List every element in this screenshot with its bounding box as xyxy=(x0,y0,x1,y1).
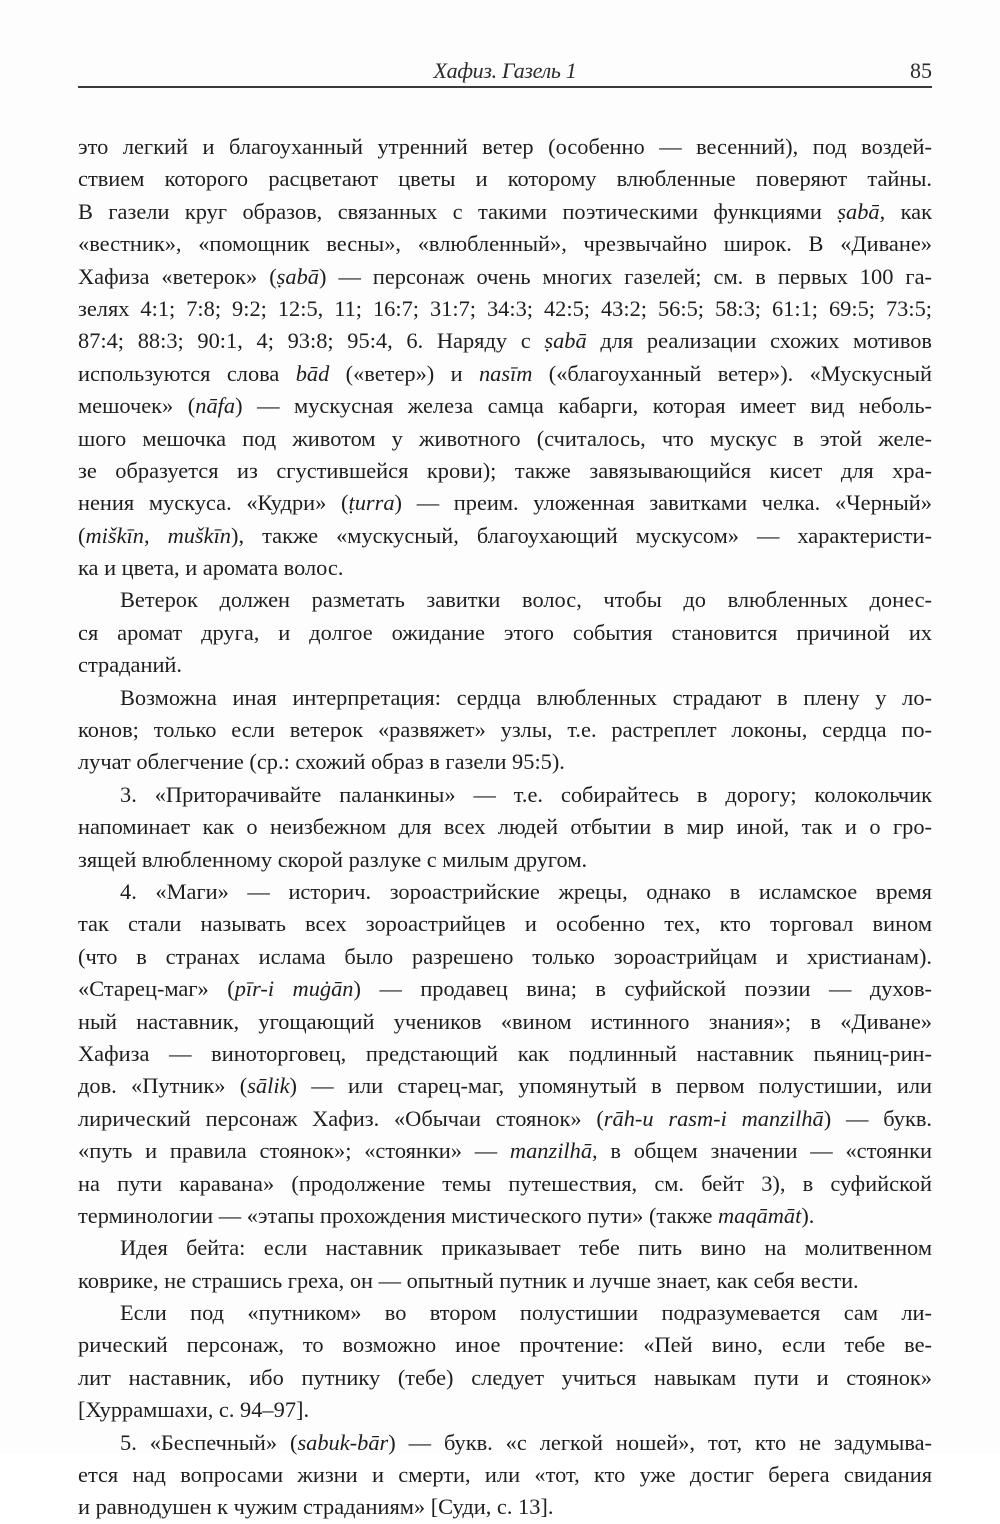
transliteration: manzilhā xyxy=(509,1138,593,1164)
text-line: 5. «Беспечный» (sabuk-bār) — букв. «с легкой ношей», тот, кто не задумыва- xyxy=(120,1429,932,1455)
text-line: 3. «Приторачивайте паланкины» — т.е. собирайтесь в дорогу; колокольчик xyxy=(120,781,932,807)
text-line: ствием которого расцветают цветы и которому влюбленные поверяют тайны. xyxy=(78,166,932,192)
text-line: терминологии — «этапы прохождения мистического пути» (также maqāmāt). xyxy=(78,1202,815,1228)
text-line: В газели круг образов, связанных с такими поэтическими функциями ṣabā, как xyxy=(78,198,932,224)
transliteration: sabuk-bār xyxy=(297,1429,389,1455)
text-line: (что в странах ислама было разрешено только зороастрийцам и христианам). xyxy=(78,943,932,969)
running-title: Хафиз. Газель 1 xyxy=(433,58,577,83)
text-line: ся аромат друга, и долгое ожидание этого события становится причиной их xyxy=(78,619,932,645)
transliteration: sālik xyxy=(247,1073,290,1099)
text-line: дов. «Путник» (sālik) — или старец-маг, упомянутый в первом полустишии, или xyxy=(78,1073,932,1099)
text-line: напоминает как о неизбежном для всех людей отбытии в мир иной, так и о гро- xyxy=(78,814,932,840)
text-line: и равнодушен к чужим страданиям» [Суди, с. 13]. xyxy=(78,1494,554,1520)
text-line: 87:4; 88:3; 90:1, 4; 93:8; 95:4, 6. Наряду с ṣabā для реализации схожих мотивов xyxy=(78,328,933,354)
text-line: ется над вопросами жизни и смерти, или «тот, кто уже достиг берега свидания xyxy=(78,1462,932,1488)
text-line: (miškīn, muškīn), также «мускусный, благоухающий мускусом» — характеристи- xyxy=(78,522,932,548)
transliteration: maqāmāt xyxy=(718,1202,802,1228)
text-line: «Старец-маг» (pīr-i muġān) — продавец вина; в суфийской поэзии — духов- xyxy=(78,976,932,1002)
transliteration: rāh-u rasm-i manzilhā xyxy=(603,1105,824,1131)
transliteration: nasīm xyxy=(478,360,533,386)
text-line: Хафиза — виноторговец, предстающий как подлинный наставник пьяниц-рин- xyxy=(78,1040,932,1066)
text-line: Идея бейта: если наставник приказывает тебе пить вино на молитвенном xyxy=(120,1235,932,1261)
transliteration: muškīn xyxy=(167,522,231,548)
text-line: используются слова bād («ветер») и nasīm («благоуханный ветер»). «Мускусный xyxy=(78,360,932,386)
text-line: «вестник», «помощник весны», «влюбленный», чрезвычайно широк. В «Диване» xyxy=(78,231,932,257)
text-line: ка и цвета, и аромата волос. xyxy=(78,555,344,581)
text-line: коврике, не страшись греха, он — опытный путник и лучше знает, как себя вести. xyxy=(78,1267,859,1293)
text-line: нения мускуса. «Кудри» (ṭurra) — преим. уложенная завитками челка. «Черный» xyxy=(78,490,932,516)
text-line: лирический персонаж Хафиз. «Обычаи стоянок» (rāh-u rasm-i manzilhā) — букв. xyxy=(78,1105,932,1131)
transliteration: miškīn xyxy=(85,522,144,548)
text-line: на пути каравана» (продолжение темы путешествия, см. бейт 3), в суфийской xyxy=(78,1170,932,1196)
text-line: Хафиза «ветерок» (ṣabā) — персонаж очень многих газелей; см. в первых 100 га- xyxy=(78,263,932,289)
transliteration: ṣabā xyxy=(837,198,880,224)
text-line: [Хуррамшахи, с. 94–97]. xyxy=(78,1397,310,1423)
transliteration: ṣabā xyxy=(544,328,587,354)
text-line: 4. «Маги» — историч. зороастрийские жрецы, однако в исламское время xyxy=(120,878,932,904)
transliteration: nāfa xyxy=(195,393,236,419)
text-line: «путь и правила стоянок»; «стоянки» — manzilhā, в общем значении — «стоянки xyxy=(78,1138,932,1164)
transliteration: pīr-i muġān xyxy=(234,976,354,1002)
text-line: Если под «путником» во втором полустишии подразумевается сам ли- xyxy=(120,1300,932,1326)
text-line: зе образуется из сгустившейся крови); также завязывающийся кисет для хра- xyxy=(78,457,932,483)
text-line: лучат облегчение (ср.: схожий образ в газели 95:5). xyxy=(78,749,565,775)
text-line: зящей влюбленному скорой разлуке с милым другом. xyxy=(78,846,588,872)
text-line: Ветерок должен разметать завитки волос, чтобы до влюбленных донес- xyxy=(120,587,932,613)
text-line: рический персонаж, то возможно иное прочтение: «Пей вино, если тебе ве- xyxy=(78,1332,932,1358)
text-line: зелях 4:1; 7:8; 9:2; 12:5, 11; 16:7; 31:7; 34:3; 42:5; 43:2; 56:5; 58:3; 61:1; 69:5; 73:5; xyxy=(78,295,932,321)
text-line: мешочек» (nāfa) — мускусная железа самца кабарги, которая имеет вид неболь- xyxy=(78,393,932,419)
text-line: ный наставник, угощающий учеников «вином истинного знания»; в «Диване» xyxy=(78,1008,932,1034)
text-line: это легкий и благоуханный утренний ветер (особенно — весенний), под воздей- xyxy=(78,134,932,159)
body-text xyxy=(78,131,932,1524)
text-line: Возможна иная интерпретация: сердца влюбленных страдают в плену у ло- xyxy=(120,684,932,710)
transliteration: ṭurra xyxy=(348,490,395,516)
transliteration: ṣabā xyxy=(276,263,319,289)
transliteration: bād xyxy=(295,360,330,386)
text-line: шого мешочка под животом у животного (считалось, что мускус в этой желе- xyxy=(78,425,932,451)
running-head xyxy=(78,56,932,88)
text-line: страданий. xyxy=(78,652,183,678)
text-line: лит наставник, ибо путнику (тебе) следует учиться навыкам пути и стоянок» xyxy=(78,1364,932,1390)
page-number: 85 xyxy=(910,58,932,83)
text-line: так стали называть всех зороастрийцев и особенно тех, кто торговал вином xyxy=(78,911,932,937)
text-line: конов; только если ветерок «развяжет» узлы, т.е. растреплет локоны, сердца по- xyxy=(78,717,932,743)
